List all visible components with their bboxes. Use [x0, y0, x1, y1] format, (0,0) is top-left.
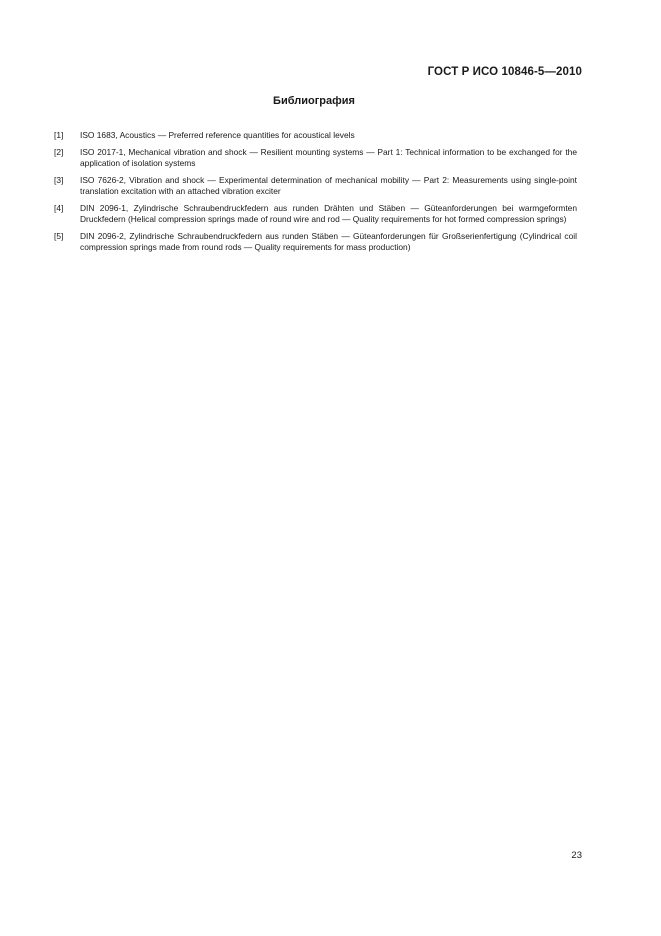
- reference-number: [4]: [54, 203, 64, 213]
- reference-number: [5]: [54, 231, 64, 241]
- reference-text: DIN 2096-1, Zylindrische Schraubendruckfedern aus runden Drähten und Stäben — Güteanforderungen bei warmgeformten Druckfedern (Helical compression springs made of round wire and rod — Quality requirements for hot formed compression springs): [80, 203, 577, 224]
- reference-item: [54, 147, 577, 169]
- reference-item: [54, 175, 577, 197]
- section-title: Библиография: [273, 95, 355, 107]
- document-code: ГОСТ Р ИСО 10846-5—2010: [427, 66, 582, 78]
- reference-text: ISO 2017-1, Mechanical vibration and shock — Resilient mounting systems — Part 1: Technical information to be exchanged for the application of isolation systems: [80, 147, 577, 168]
- reference-number: [3]: [54, 175, 64, 185]
- reference-item: [54, 231, 577, 253]
- page-number: 23: [571, 850, 582, 861]
- reference-item: [54, 130, 577, 141]
- reference-list: [54, 130, 577, 259]
- reference-text: ISO 1683, Acoustics — Preferred reference quantities for acoustical levels: [80, 130, 355, 140]
- reference-number: [2]: [54, 147, 64, 157]
- reference-number: [1]: [54, 130, 64, 140]
- reference-text: DIN 2096-2, Zylindrische Schraubendruckfedern aus runden Stäben — Güteanforderungen für Großserienfertigung (Cylindrical coil compression springs made from round rods — Quality requirements for mass production): [80, 231, 577, 252]
- reference-text: ISO 7626-2, Vibration and shock — Experimental determination of mechanical mobility — Part 2: Measurements using single-point translation excitation with an attached vibration exciter: [80, 175, 577, 196]
- reference-item: [54, 203, 577, 225]
